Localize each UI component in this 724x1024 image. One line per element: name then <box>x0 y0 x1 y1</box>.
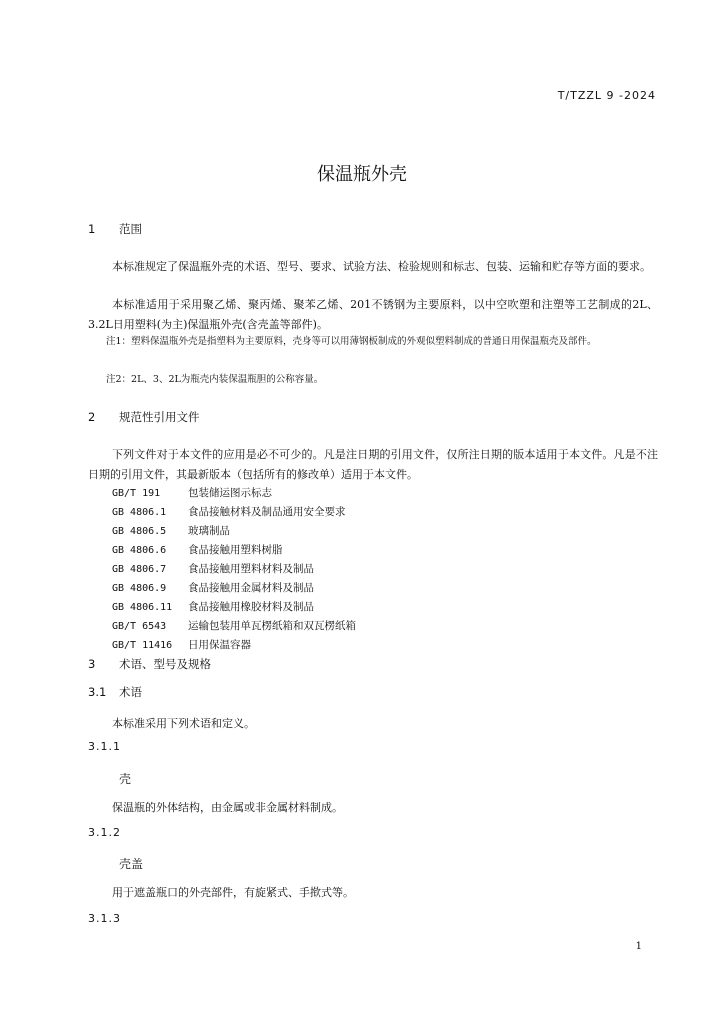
section-number: 2 <box>88 410 96 424</box>
reference-code: GB/T 6543 <box>112 621 167 632</box>
reference-title: 食品接触用塑料材料及制品 <box>188 563 314 575</box>
subsection-title: 术语 <box>119 685 142 699</box>
section-2-heading <box>88 409 200 425</box>
reference-code: GB 4806.11 <box>112 602 173 613</box>
reference-item <box>112 523 230 538</box>
term-name: 壳 <box>119 772 132 786</box>
reference-item <box>112 637 251 652</box>
reference-item <box>112 618 356 633</box>
reference-item <box>112 580 314 595</box>
term-definition: 保温瓶的外体结构，由金属或非金属材料制成。 <box>112 801 343 814</box>
reference-code: GB 4806.9 <box>112 583 167 594</box>
section-3-heading <box>88 656 211 672</box>
reference-item <box>112 542 283 557</box>
section-title: 规范性引用文件 <box>119 410 200 424</box>
reference-code: GB/T 191 <box>112 488 161 499</box>
reference-code: GB 4806.5 <box>112 526 167 537</box>
page-number: 1 <box>635 941 642 952</box>
reference-title: 日用保温容器 <box>188 639 251 651</box>
subsection-3-1-heading <box>88 684 142 700</box>
reference-code: GB 4806.7 <box>112 564 167 575</box>
reference-title: 运输包装用单瓦楞纸箱和双瓦楞纸箱 <box>188 620 356 632</box>
reference-title: 食品接触用塑料树脂 <box>188 544 283 556</box>
term-number: 3.1.2 <box>88 826 121 839</box>
standard-number: T/TZZL 9 -2024 <box>557 89 656 102</box>
section-number: 1 <box>88 222 96 236</box>
term-number: 3.1.1 <box>88 740 121 753</box>
reference-title: 食品接触材料及制品通用安全要求 <box>188 506 346 518</box>
scope-paragraph-1: 本标准规定了保温瓶外壳的术语、型号、要求、试验方法、检验规则和标志、包装、运输和贮存等方面的要求。 <box>112 260 651 273</box>
reference-title: 食品接触用金属材料及制品 <box>188 582 314 594</box>
reference-item <box>112 485 272 500</box>
reference-item <box>112 504 346 519</box>
section-title: 范围 <box>119 222 142 236</box>
reference-title: 玻璃制品 <box>188 525 230 537</box>
term-definition: 用于遮盖瓶口的外壳部件，有旋紧式、手揿式等。 <box>112 886 354 899</box>
section-title: 术语、型号及规格 <box>119 657 211 671</box>
section-1-heading <box>88 221 142 237</box>
terms-intro: 本标准采用下列术语和定义。 <box>112 717 255 730</box>
reference-title: 食品接触用橡胶材料及制品 <box>188 601 314 613</box>
reference-code: GB 4806.6 <box>112 545 167 556</box>
reference-title: 包装储运图示标志 <box>188 487 272 499</box>
scope-paragraph-2: 本标准适用于采用聚乙烯、聚丙烯、聚苯乙烯、201不锈钢为主要原料，以中空吹塑和注塑等工艺制成的2L、3.2L日用塑料(为主)保温瓶外壳(含壳盖等部件)。 <box>88 298 658 331</box>
reference-code: GB/T 11416 <box>112 640 173 651</box>
term-number: 3.1.3 <box>88 912 121 925</box>
reference-code: GB 4806.1 <box>112 507 167 518</box>
references-intro: 下列文件对于本文件的应用是必不可少的。凡是注日期的引用文件，仅所注日期的版本适用于本文件。凡是不注日期的引用文件，其最新版本（包括所有的修改单）适用于本文件。 <box>88 448 658 481</box>
note-1: 注1：塑料保温瓶外壳是指塑料为主要原料，壳身等可以用薄钢板制成的外观似塑料制成的普通日用保温瓶壳及部件。 <box>106 336 597 347</box>
term-name: 壳盖 <box>119 857 144 871</box>
reference-item <box>112 561 314 576</box>
section-number: 3 <box>88 657 96 671</box>
subsection-number: 3.1 <box>88 685 107 699</box>
document-title: 保温瓶外壳 <box>317 164 407 185</box>
reference-item <box>112 599 314 614</box>
note-2: 注2：2L、3、2L为瓶壳内装保温瓶胆的公称容量。 <box>106 374 324 385</box>
